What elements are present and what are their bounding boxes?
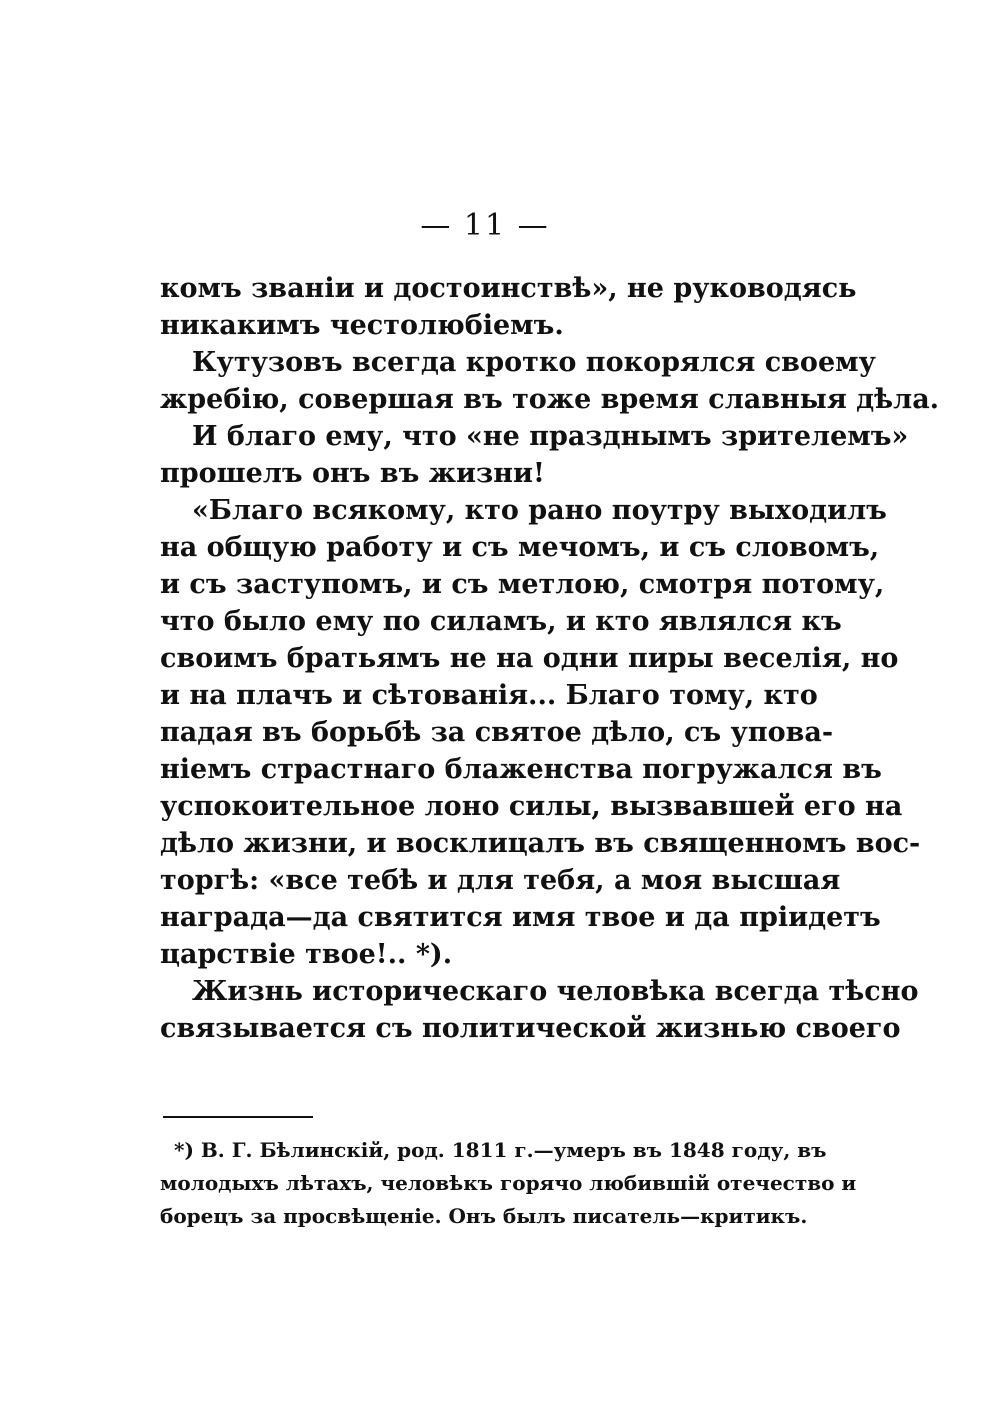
text-line: прошелъ онъ въ жизни!: [160, 458, 545, 489]
text-line: Жизнь историческаго человѣка всегда тѣсно: [192, 976, 919, 1007]
text-line: комъ званіи и достоинствѣ», не руководясь: [160, 273, 857, 304]
text-line: и на плачъ и сѣтованія... Благо тому, кто: [160, 680, 818, 711]
text-line: своимъ братьямъ не на одни пиры веселія, но: [160, 643, 899, 674]
text-line: награда—да святится имя твое и да пріидетъ: [160, 902, 881, 933]
footnote-divider: [163, 1116, 313, 1118]
text-line: связывается съ политической жизнью своего: [160, 1013, 901, 1044]
text-line: торгѣ: «все тебѣ и для тебя, а моя высшая: [160, 865, 841, 896]
text-line: никакимъ честолюбіемъ.: [160, 310, 564, 341]
text-line: «Благо всякому, кто рано поутру выходилъ: [192, 495, 887, 526]
text-line: что было ему по силамъ, и кто являлся къ: [160, 606, 842, 637]
footnote-line: молодыхъ лѣтахъ, человѣкъ горячо любившій отечество и: [160, 1171, 857, 1195]
footnote: [160, 1134, 857, 1233]
text-line: и съ заступомъ, и съ метлою, смотря потому,: [160, 569, 885, 600]
main-text: [160, 270, 940, 1047]
page-number: — 11 —: [420, 208, 550, 243]
text-line: дѣло жизни, и восклицалъ въ священномъ вос-: [160, 828, 921, 859]
text-line: жребію, совершая въ тоже время славныя дѣла.: [160, 384, 940, 415]
text-line: Кутузовъ всегда кротко покорялся своему: [192, 347, 876, 378]
text-line: падая въ борьбѣ за святое дѣло, съ упова-: [160, 717, 834, 748]
text-line: И благо ему, что «не празднымъ зрителемъ»: [192, 421, 909, 452]
text-line: на общую работу и съ мечомъ, и съ словомъ,: [160, 532, 880, 563]
text-line: царствіе твое!.. *).: [160, 939, 453, 970]
footnote-line: *) В. Г. Бѣлинскій, род. 1811 г.—умеръ въ 1848 году, въ: [174, 1138, 827, 1162]
text-line: ніемъ страстнаго блаженства погружался въ: [160, 754, 882, 785]
footnote-line: борецъ за просвѣщеніе. Онъ былъ писатель—критикъ.: [160, 1204, 808, 1228]
text-line: успокоительное лоно силы, вызвавшей его на: [160, 791, 903, 822]
